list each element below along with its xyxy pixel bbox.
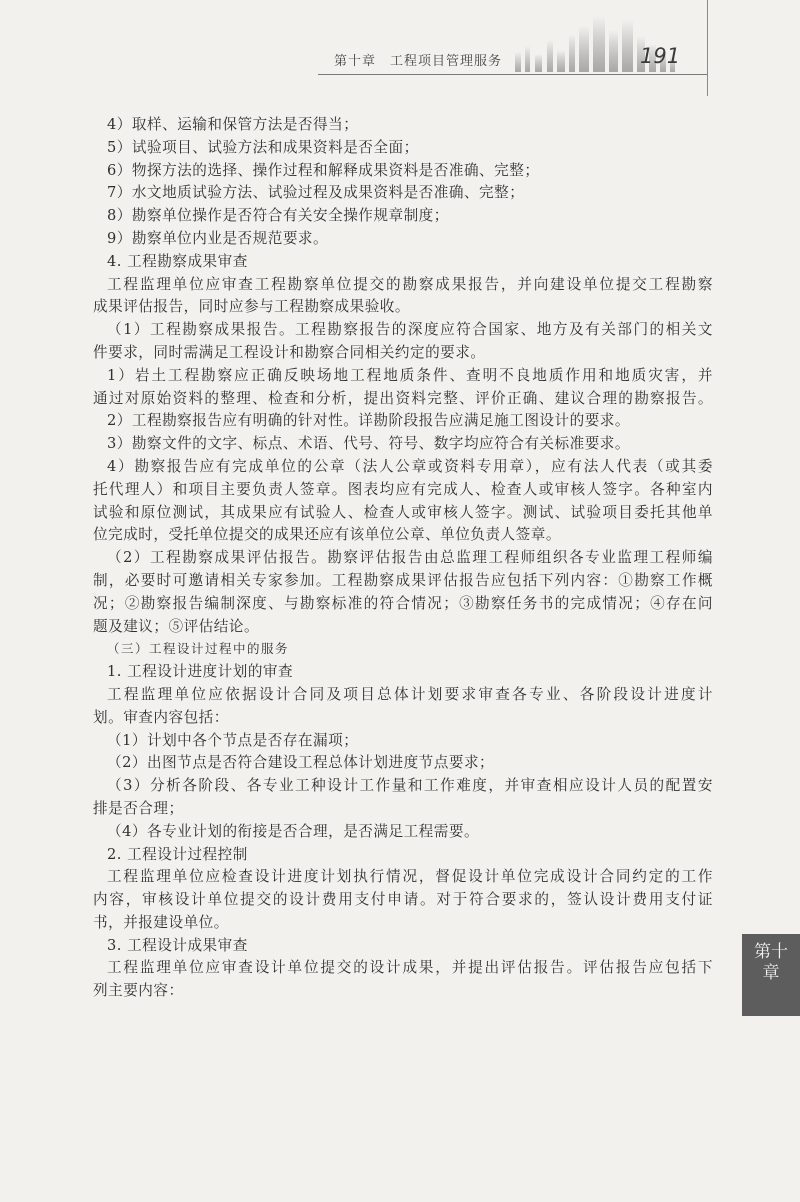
chapter-side-tab: [742, 934, 800, 1016]
list-item: 9）勘察单位内业是否规范要求。: [107, 229, 329, 247]
paragraph-line: 托代理人）和项目主要负责人签章。图表均应有完成人、检查人或审核人签字。各种室内: [93, 480, 713, 498]
paragraph-line: 4）勘察报告应有完成单位的公章（法人公章或资料专用章），应有法人代表（或其委: [107, 457, 713, 475]
paragraph-line: 书，并报建设单位。: [93, 913, 229, 931]
paragraph-line: 3）勘察文件的文字、标点、术语、代号、符号、数字均应符合有关标准要求。: [107, 435, 630, 453]
page-number: 191: [640, 44, 681, 68]
paragraph-line: 工程监理单位应审查工程勘察单位提交的勘察成果报告，并向建设单位提交工程勘察: [107, 275, 713, 293]
paragraph-line: 成果评估报告，同时应参与工程勘察成果验收。: [93, 298, 410, 316]
paragraph-line: 工程监理单位应依据设计合同及项目总体计划要求审查各专业、各阶段设计进度计: [107, 685, 713, 703]
paragraph-line: 况；②勘察报告编制深度、与勘察标准的符合情况；③勘察任务书的完成情况；④存在问: [93, 594, 713, 612]
list-item: （3）分析各阶段、各专业工种设计工作量和工作难度，并审查相应设计人员的配置安: [107, 777, 713, 795]
paragraph-line: 2）工程勘察报告应有明确的针对性。详勘阶段报告应满足施工图设计的要求。: [107, 412, 630, 430]
header-rule: [318, 74, 708, 75]
list-item: （2）出图节点是否符合建设工程总体计划进度节点要求；: [107, 754, 495, 772]
paragraph-line: （1）工程勘察成果报告。工程勘察报告的深度应符合国家、地方及有关部门的相关文: [107, 321, 713, 339]
section-heading: （三）工程设计过程中的服务: [107, 641, 290, 657]
paragraph-line: 划。审查内容包括：: [93, 708, 229, 726]
paragraph-line: 1）岩土工程勘察应正确反映场地工程地质条件、查明不良地质作用和地质灾害，并: [107, 366, 713, 384]
section-heading: 4. 工程勘察成果审查: [107, 252, 248, 270]
paragraph-line: 题及建议；⑤评估结论。: [93, 617, 260, 635]
paragraph-line: 列主要内容：: [93, 982, 184, 1000]
section-heading: 3. 工程设计成果审查: [107, 936, 248, 954]
running-header: [0, 0, 800, 80]
paragraph-line: 通过对原始资料的整理、检查和分析，提出资料完整、评价正确、建议合理的勘察报告。: [93, 389, 713, 407]
list-item: （4）各专业计划的衔接是否合理，是否满足工程需要。: [107, 822, 480, 840]
paragraph-line: 工程监理单位应审查设计单位提交的设计成果，并提出评估报告。评估报告应包括下: [107, 959, 713, 977]
list-item: 排是否合理；: [93, 799, 184, 817]
section-heading: 1. 工程设计进度计划的审查: [107, 663, 294, 681]
list-item: 7）水文地质试验方法、试验过程及成果资料是否准确、完整；: [107, 184, 525, 202]
paragraph-line: 工程监理单位应检查设计进度计划执行情况，督促设计单位完成设计合同约定的工作: [107, 868, 713, 886]
body-text: [93, 114, 713, 1003]
paragraph-line: 位完成时，受托单位提交的成果还应有该单位公章、单位负责人签章。: [93, 526, 561, 544]
side-tab-line: 第十: [754, 942, 788, 962]
paragraph-line: 内容，审核设计单位提交的设计费用支付申请。对于符合要求的，签认设计费用支付证: [93, 891, 713, 909]
list-item: 8）勘察单位操作是否符合有关安全操作规章制度；: [107, 207, 449, 225]
paragraph-line: （2）工程勘察成果评估报告。勘察评估报告由总监理工程师组织各专业监理工程师编: [107, 549, 713, 567]
header-vertical-rule: [707, 0, 708, 96]
list-item: 4）取样、运输和保管方法是否得当；: [107, 116, 359, 133]
section-heading: 2. 工程设计过程控制: [107, 845, 248, 863]
list-item: （1）计划中各个节点是否存在漏项；: [107, 731, 359, 749]
chapter-title: 第十章 工程项目管理服务: [334, 54, 503, 69]
side-tab-line: 章: [762, 963, 780, 983]
paragraph-line: 试验和原位测试，其成果应有试验人、检查人或审核人签字。测试、试验项目委托其他单: [93, 503, 713, 521]
paragraph-line: 件要求，同时需满足工程设计和勘察合同相关约定的要求。: [93, 343, 486, 361]
list-item: 5）试验项目、试验方法和成果资料是否全面；: [107, 138, 419, 156]
list-item: 6）物探方法的选择、操作过程和解释成果资料是否准确、完整；: [107, 161, 540, 179]
paragraph-line: 制，必要时可邀请相关专家参加。工程勘察成果评估报告应包括下列内容：①勘察工作概: [93, 571, 713, 589]
